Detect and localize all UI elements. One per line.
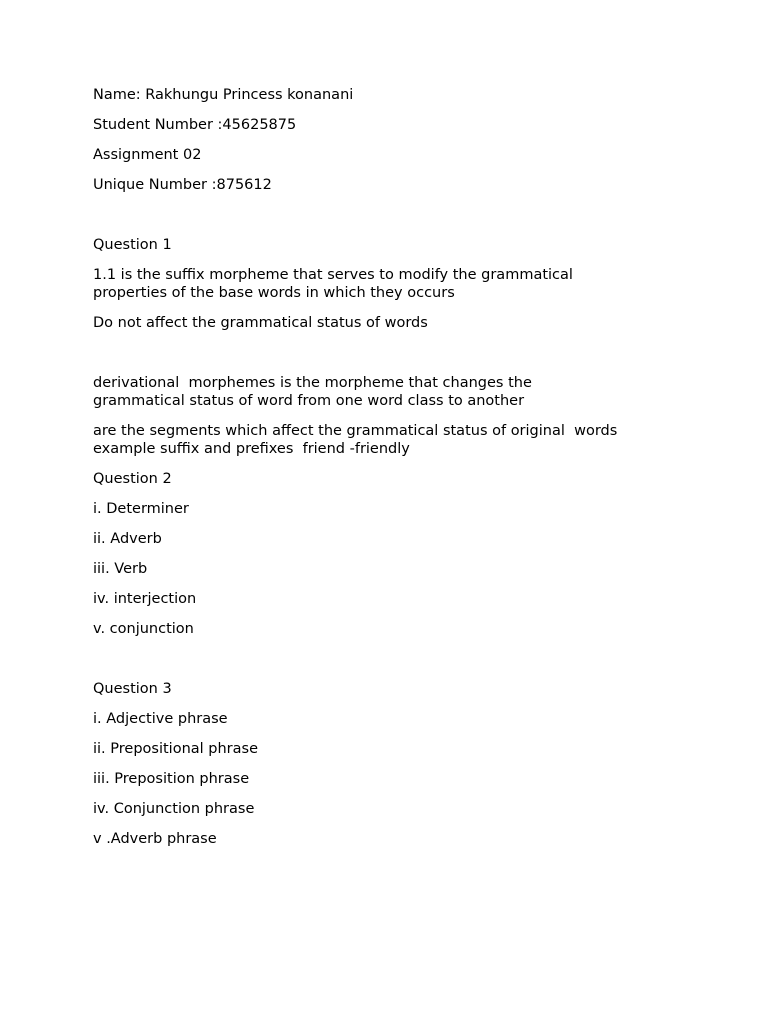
question-2-item: i. Determiner xyxy=(93,501,189,517)
question-1-answer-1 xyxy=(93,266,733,302)
question-2-item: ii. Adverb xyxy=(93,531,162,547)
question-1-answer-3 xyxy=(93,374,733,410)
question-3-item: iii. Preposition phrase xyxy=(93,771,250,787)
answer-line: example suffix and prefixes friend -friendly xyxy=(93,441,410,457)
question-2-item: iii. Verb xyxy=(93,561,148,577)
student-number: Student Number :45625875 xyxy=(93,117,297,133)
question-2-title: Question 2 xyxy=(93,471,172,487)
question-1-answer-2: Do not affect the grammatical status of words xyxy=(93,315,428,331)
question-3-item: v .Adverb phrase xyxy=(93,831,217,847)
answer-line: are the segments which affect the grammatical status of original words xyxy=(93,423,618,439)
question-1-title: Question 1 xyxy=(93,237,172,253)
question-1-answer-4 xyxy=(93,422,733,458)
question-3-title: Question 3 xyxy=(93,681,172,697)
answer-line: derivational morphemes is the morpheme that changes the xyxy=(93,375,532,391)
question-3-item: i. Adjective phrase xyxy=(93,711,228,727)
assignment-label: Assignment 02 xyxy=(93,147,202,163)
answer-line: grammatical status of word from one word class to another xyxy=(93,393,525,409)
question-3-item: iv. Conjunction phrase xyxy=(93,801,255,817)
question-2-item: iv. interjection xyxy=(93,591,197,607)
question-3-item: ii. Prepositional phrase xyxy=(93,741,259,757)
answer-line: 1.1 is the suffix morpheme that serves to modify the grammatical xyxy=(93,267,573,283)
question-2-item: v. conjunction xyxy=(93,621,194,637)
unique-number: Unique Number :875612 xyxy=(93,177,272,193)
answer-line: properties of the base words in which they occurs xyxy=(93,285,455,301)
student-name: Name: Rakhungu Princess konanani xyxy=(93,87,354,103)
